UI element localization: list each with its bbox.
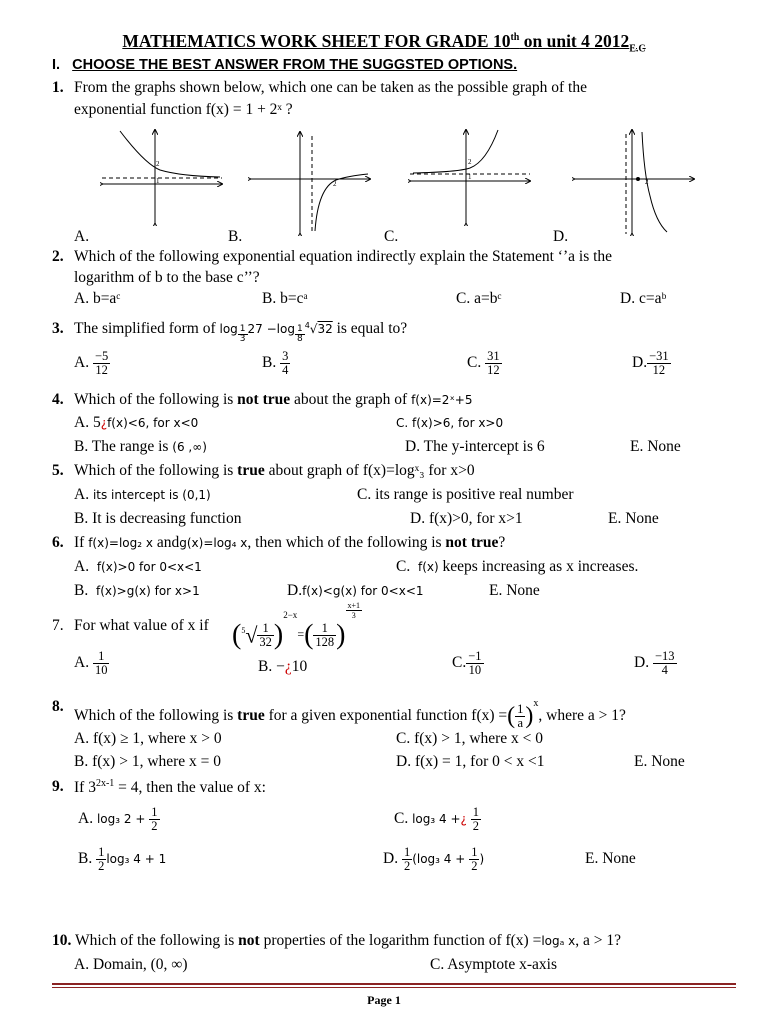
option-d[interactable]: D. f(x)>0, for x>1	[410, 510, 523, 527]
option-b[interactable]: B. $\frac{3}{4}$	[262, 349, 289, 377]
svg-text:2: 2	[156, 160, 160, 168]
option-d[interactable]: D. The y-intercept is 6	[405, 438, 545, 455]
question-text: Which of the following is true for a given exponential function f(x) =( $\frac{1}{a}$ )$^x$, where a > 1?	[74, 698, 626, 730]
option-b[interactable]: B. f(x)>g(x) for x>1	[74, 582, 200, 599]
question-text: The simplified form of log $\frac{1}{3}$ 27 −log $\frac{1}{8}$ $^4$√32 is equal to?	[74, 320, 408, 344]
question-number: 5.	[52, 462, 64, 479]
question-text: logarithm of b to the base c’’?	[74, 269, 260, 286]
question-number: 10.	[52, 932, 72, 949]
option-b[interactable]: B. f(x) > 1, where x = 0	[74, 753, 222, 770]
option-d[interactable]: D.	[553, 228, 569, 245]
option-c[interactable]: C. log₃ 4 +¿ $\frac{1}{2}$	[394, 805, 480, 833]
question-text: Which of the following is true about graph of f(x)=logˣ₃ for x>0	[74, 462, 475, 479]
option-b[interactable]: B. b=cᵃ	[262, 290, 308, 307]
option-b[interactable]: B. The range is (6 ,∞)	[74, 438, 207, 455]
option-e[interactable]: E. None	[634, 753, 685, 770]
question-text: For what value of x if	[74, 617, 209, 634]
option-a[interactable]: A. $\frac{1}{10}$	[74, 649, 108, 677]
option-e[interactable]: E. None	[489, 582, 540, 599]
option-b[interactable]: B. $\frac{1}{2}$ log₃ 4 + 1	[78, 845, 167, 873]
graph-option-c	[408, 126, 533, 226]
question-text: If f(x)=log₂ x andg(x)=log₄ x, then which of the following is not true?	[74, 534, 506, 551]
log-expression: log $\frac{1}{3}$ 27 −log $\frac{1}{8}$ $^4$√32	[219, 321, 333, 344]
option-c[interactable]: C.	[384, 228, 399, 245]
question-text: Which of the following is not properties of the logarithm function of f(x) =logₐ x, a > 1?	[75, 932, 622, 949]
option-a[interactable]: A. 5¿f(x)<6, for x<0	[74, 414, 199, 431]
page-number: Page 1	[367, 993, 401, 1007]
option-c[interactable]: C. f(x)>6, for x>0	[396, 416, 504, 430]
option-c[interactable]: C. its range is positive real number	[357, 486, 574, 503]
option-a[interactable]: A. log₃ 2 + $\frac{1}{2}$	[78, 805, 158, 833]
section-heading: I. CHOOSE THE BEST ANSWER FROM THE SUGGSTED OPTIONS.	[52, 57, 518, 73]
svg-text:1: 1	[468, 173, 472, 181]
option-a[interactable]: A. b=aᶜ	[74, 290, 121, 307]
option-d[interactable]: D.f(x)<g(x) for 0<x<1	[287, 582, 424, 599]
page-title: MATHEMATICS WORK SHEET FOR GRADE 10th on unit 4 $2012_{E.C}$	[122, 31, 646, 55]
option-e[interactable]: E. None	[630, 438, 681, 455]
option-d[interactable]: D. $\frac{1}{2}$ (log₃ 4 + $\frac{1}{2}$ )	[383, 845, 485, 873]
question-number: 3.	[52, 320, 64, 337]
footer-rule	[52, 987, 736, 988]
question-number: 9.	[52, 778, 64, 795]
question-number: 1.	[52, 79, 64, 96]
question-number: 8.	[52, 698, 64, 715]
option-e[interactable]: E. None	[608, 510, 659, 527]
svg-text:2: 2	[333, 180, 337, 188]
svg-text:1: 1	[156, 177, 160, 185]
option-c[interactable]: C. f(x) keeps increasing as x increases.	[396, 558, 639, 575]
option-b[interactable]: B. −¿10	[258, 658, 308, 675]
option-d[interactable]: D. f(x) = 1, for 0 < x <1	[396, 753, 545, 770]
option-a[interactable]: A. Domain, (0, ∞)	[74, 956, 188, 973]
option-e[interactable]: E. None	[585, 850, 636, 867]
question-text: If $3^{2x-1} = 4$, then the value of x:	[74, 778, 266, 797]
option-a[interactable]: A. $\frac{-5}{12}$	[74, 349, 109, 377]
question-text: From the graphs shown below, which one can be taken as the possible graph of the	[74, 79, 587, 96]
option-d[interactable]: D. $\frac{-13}{4}$	[634, 649, 675, 677]
option-d[interactable]: D. $\frac{-31}{12}$	[632, 349, 669, 377]
option-b[interactable]: B.	[228, 228, 243, 245]
option-c[interactable]: C. $\frac{-1}{10}$	[452, 649, 482, 677]
svg-text:2: 2	[645, 178, 649, 186]
option-c[interactable]: C. Asymptote x-axis	[430, 956, 558, 973]
question-number: 4.	[52, 391, 64, 408]
footer-rule	[52, 983, 736, 985]
question-text: exponential function f(x) = 1 + 2ˣ ?	[74, 101, 293, 118]
graph-option-d	[572, 126, 697, 236]
question-text: Which of the following exponential equation indirectly explain the Statement ‘’a is the	[74, 248, 613, 265]
graph-option-b	[248, 126, 373, 236]
option-c[interactable]: C. a=bᶜ	[456, 290, 502, 307]
option-c[interactable]: C. f(x) > 1, where x < 0	[396, 730, 544, 747]
question-number: 6.	[52, 534, 64, 551]
option-a[interactable]: A.	[74, 228, 90, 245]
option-b[interactable]: B. It is decreasing function	[74, 510, 242, 527]
option-a[interactable]: A. its intercept is (0,1)	[74, 486, 211, 503]
option-d[interactable]: D. c=aᵇ	[620, 290, 667, 307]
question-number: 2.	[52, 248, 64, 265]
option-c[interactable]: C. $\frac{31}{12}$	[467, 349, 500, 377]
exponential-equation: ($^5$√ $\frac{1}{32}$ )$^{2-x}$=( $\frac{1}{128}$ ) $\frac{x+1}{3}$	[232, 601, 361, 651]
graph-option-a	[100, 126, 225, 226]
question-number: 7.	[52, 617, 64, 634]
option-a[interactable]: A. f(x)>0 for 0<x<1	[74, 558, 202, 575]
question-text: Which of the following is not true about the graph of f(x)=2ˣ+5	[74, 391, 473, 408]
svg-text:2: 2	[468, 158, 472, 166]
option-a[interactable]: A. f(x) ≥ 1, where x > 0	[74, 730, 222, 747]
